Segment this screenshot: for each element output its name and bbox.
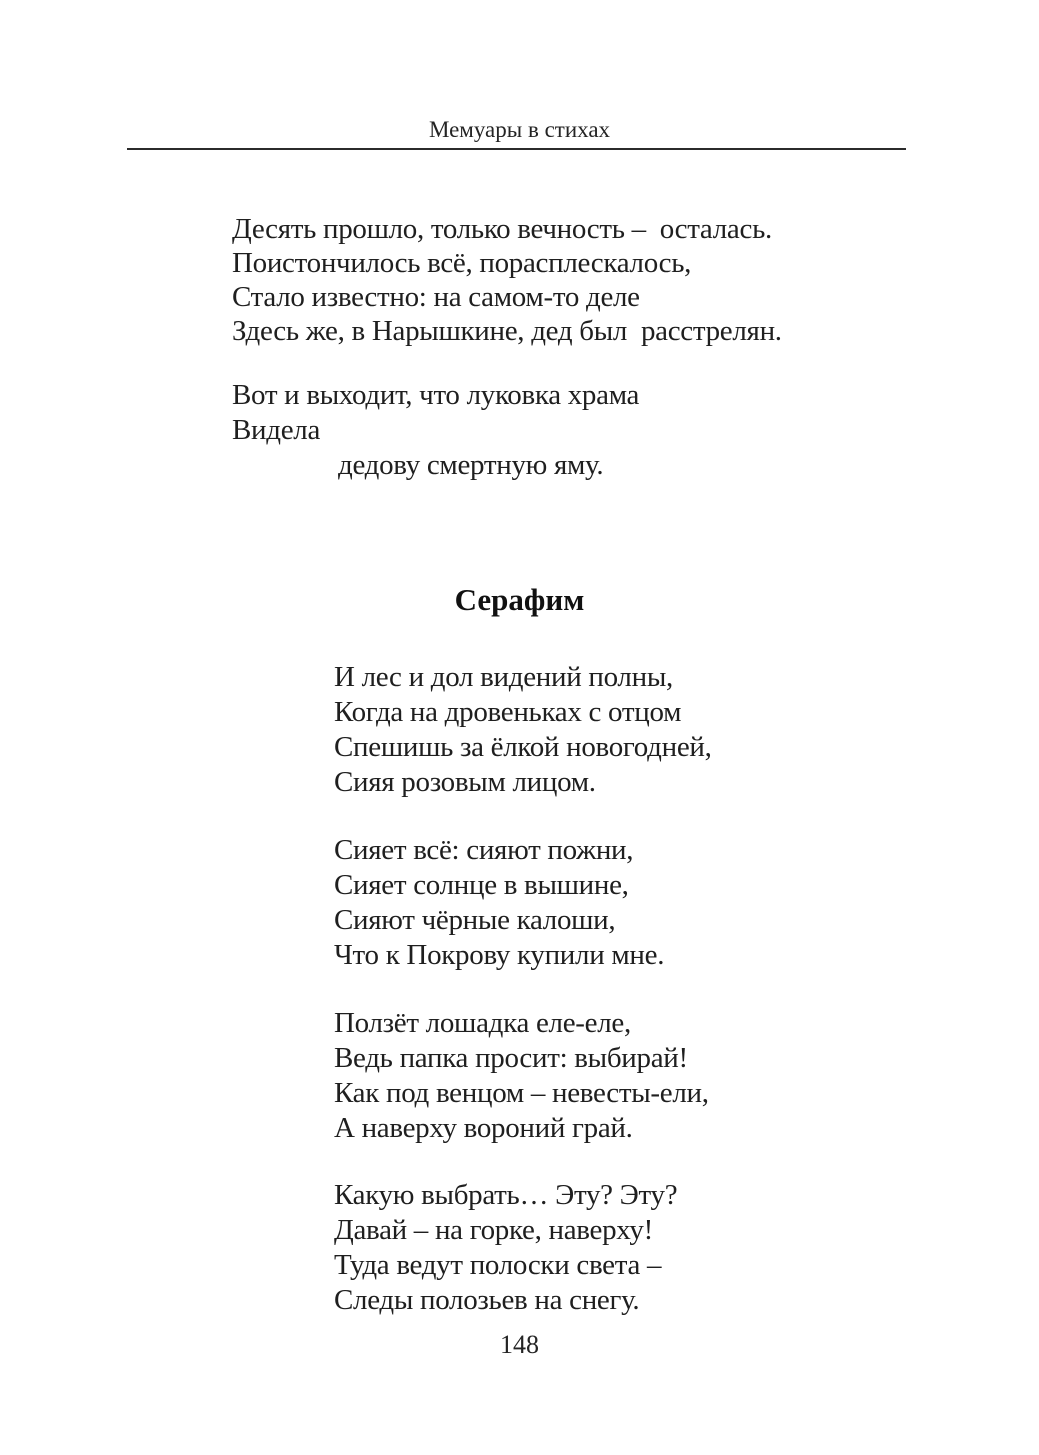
poem-line: Какую выбрать… Эту? Эту? [334,1179,678,1211]
poem-stanza-1 [334,660,712,800]
poem-line: Туда ведут полоски света – [334,1249,662,1281]
poem-stanza-2 [334,833,664,973]
poem-line: Когда на дровеньках с отцом [334,696,682,728]
poem-line: Что к Покрову купили мне. [334,939,665,971]
poem-line: Спешишь за ёлкой новогодней, [334,731,712,763]
page-number: 148 [500,1330,539,1359]
poem-line: Сияют чёрные калоши, [334,904,616,936]
poem-line: Как под венцом – невесты-ели, [334,1077,709,1109]
intro-stanza-2 [232,378,639,483]
poem-line: Десять прошло, только вечность – осталась. [232,213,772,245]
intro-stanza-1 [232,212,782,348]
running-header: Мемуары в стихах [428,117,611,142]
poem-line-indented: дедову смертную яму. [338,449,604,481]
poem-line: Сияет солнце в вышине, [334,869,629,901]
poem-line: Стало известно: на самом-то деле [232,281,640,313]
poem-title: Серафим [454,582,585,617]
poem-line: Ведь папка просит: выбирай! [334,1042,688,1074]
poem-line: Здесь же, в Нарышкине, дед был расстрелян. [232,315,782,347]
poem-stanza-3 [334,1006,709,1146]
poem-line: Сияет всё: сияют пожни, [334,834,634,866]
poem-line: Вот и выходит, что луковка храма [232,379,640,411]
poem-line: Ползёт лошадка еле-еле, [334,1007,631,1039]
poem-line: Следы полозьев на снегу. [334,1284,640,1316]
poem-line: Давай – на горке, наверху! [334,1214,653,1246]
poem-line: Сияя розовым лицом. [334,766,596,798]
poem-line: Поистончилось всё, порасплескалось, [232,247,692,279]
poem-line: А наверху вороний грай. [334,1112,633,1144]
poem-line: И лес и дол видений полны, [334,661,673,693]
poem-stanza-4 [334,1178,677,1318]
poem-line: Видела [232,414,321,446]
header-rule [127,148,906,150]
